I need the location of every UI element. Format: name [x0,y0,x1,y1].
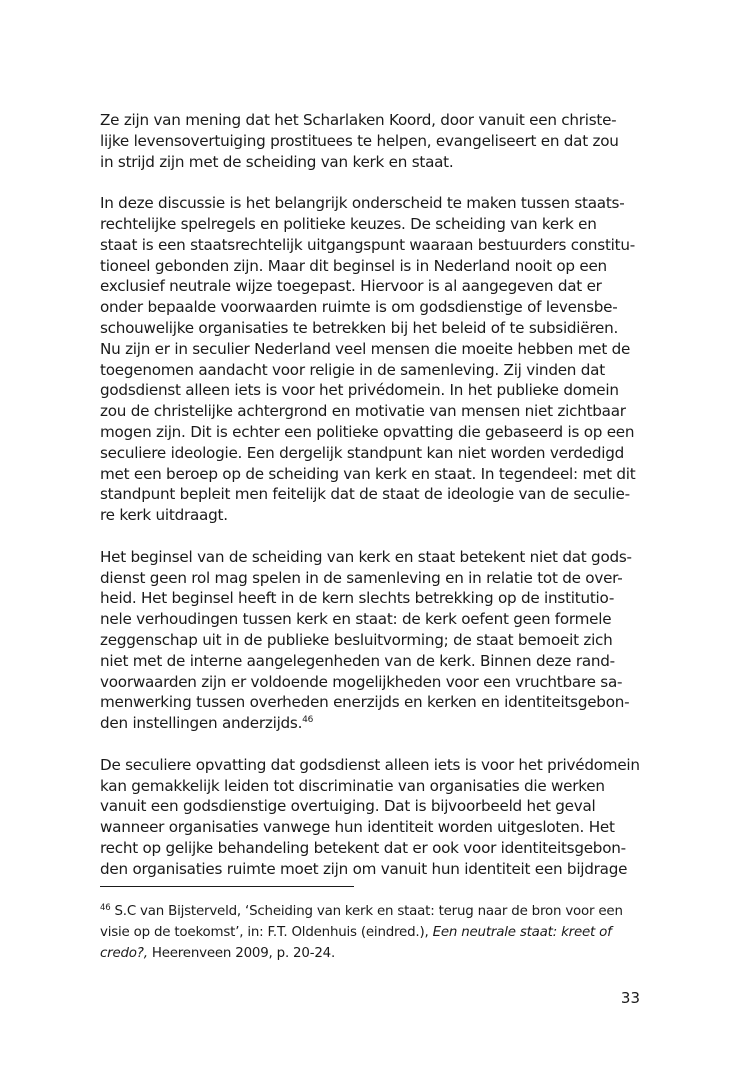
text-line: den organisaties ruimte moet zijn om vanuit hun identiteit een bijdrage [100,859,628,878]
footnote-title: Een neutrale staat: kreet of [432,924,612,940]
paragraph-3 [100,547,642,734]
footnote [100,902,642,964]
text-line: in strijd zijn met de scheiding van kerk en staat. [100,152,454,171]
text-line: In deze discussie is het belangrijk onderscheid te maken tussen staats- [100,194,625,213]
text-line: Nu zijn er in seculier Nederland veel mensen die moeite hebben met de [100,339,631,358]
text-line: mogen zijn. Dit is echter een politieke opvatting die gebaseerd is op een [100,422,635,441]
text-line: tioneel gebonden zijn. Maar dit beginsel is in Nederland nooit op een [100,256,607,275]
body-text [100,110,642,900]
text-line: exclusief neutrale wijze toegepast. Hiervoor is al aangegeven dat er [100,277,602,296]
footnote-line [100,923,642,944]
footnote-title: credo?, [100,945,148,961]
text-line: Ze zijn van mening dat het Scharlaken Koord, door vanuit een christe- [100,111,617,129]
paragraph-2 [100,193,642,526]
page-number: 33 [620,989,640,1007]
text-line: onder bepaalde voorwaarden ruimte is om godsdienstige of levensbe- [100,298,618,317]
text-line: rechtelijke spelregels en politieke keuzes. De scheiding van kerk en [100,214,597,233]
footnote-text: visie op de toekomst’, in: F.T. Oldenhuis (eindred.), [100,924,433,940]
text-line-content: den instellingen anderzijds. [100,714,303,733]
text-line: wanneer organisaties vanwege hun identiteit worden uitgesloten. Het [100,818,615,837]
paragraph-1 [100,110,642,172]
text-line [100,713,642,734]
text-line: nele verhoudingen tussen kerk en staat: de kerk oefent geen formele [100,610,612,629]
text-line: schouwelijke organisaties te betrekken bij het beleid of te subsidiëren. [100,318,619,337]
footnote-number: 46 [100,903,111,913]
footnote-line [100,902,642,923]
text-line: dienst geen rol mag spelen in de samenleving en in relatie tot de over- [100,568,623,587]
text-line: godsdienst alleen iets is voor het privédomein. In het publieke domein [100,381,619,400]
text-line: lijke levensovertuiging prostituees te helpen, evangeliseert en dat zou [100,131,619,150]
text-line: met een beroep op de scheiding van kerk en staat. In tegendeel: met dit [100,464,636,483]
text-line: toegenomen aandacht voor religie in de samenleving. Zij vinden dat [100,360,605,379]
text-line: zou de christelijke achtergrond en motivatie van mensen niet zichtbaar [100,402,626,421]
text-line: niet met de interne aangelegenheden van de kerk. Binnen deze rand- [100,651,615,670]
text-line: heid. Het beginsel heeft in de kern slechts betrekking op de institutio- [100,589,615,608]
text-line: Het beginsel van de scheiding van kerk en staat betekent niet dat gods- [100,547,632,566]
text-line: De seculiere opvatting dat godsdienst alleen iets is voor het privédomein [100,755,640,774]
text-line: menwerking tussen overheden enerzijds en kerken en identiteitsgebon- [100,693,630,712]
text-line: voorwaarden zijn er voldoende mogelijkheden voor een vruchtbare sa- [100,672,623,691]
footnote-text: Heerenveen 2009, p. 20-24. [147,945,336,961]
footnote-separator [100,886,354,887]
paragraph-4 [100,755,642,880]
footnote-text: S.C van Bijsterveld, ‘Scheiding van kerk en staat: terug naar de bron voor een [114,904,623,919]
footnote-reference[interactable]: 46 [302,715,314,726]
text-line: recht op gelijke behandeling betekent dat er ook voor identiteitsgebon- [100,838,626,857]
text-line: zeggenschap uit in de publieke besluitvorming; de staat bemoeit zich [100,630,613,649]
footnote-line [100,944,642,965]
text-line: kan gemakkelijk leiden tot discriminatie van organisaties die werken [100,776,605,795]
text-line: staat is een staatsrechtelijk uitgangspunt waaraan bestuurders constitu- [100,235,635,254]
text-line: seculiere ideologie. Een dergelijk standpunt kan niet worden verdedigd [100,443,625,462]
text-line: standpunt bepleit men feitelijk dat de staat de ideologie van de seculie- [100,485,630,504]
text-line: vanuit een godsdienstige overtuiging. Dat is bijvoorbeeld het geval [100,797,596,816]
text-line: re kerk uitdraagt. [100,506,228,525]
